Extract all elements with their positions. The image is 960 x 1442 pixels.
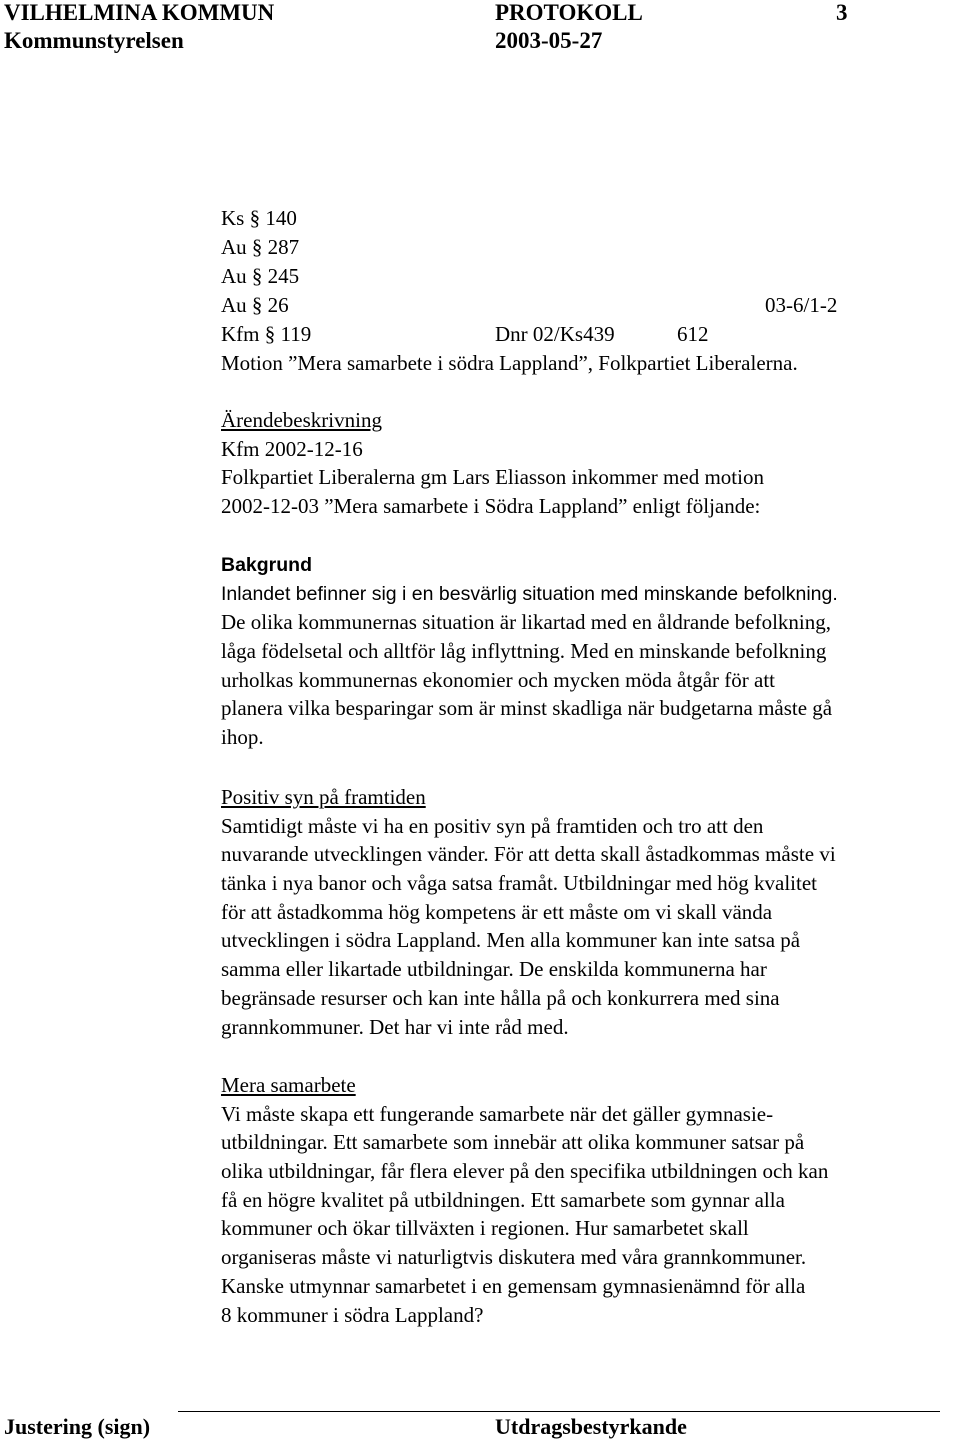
positiv-line: grannkommuner. Det har vi inte råd med. <box>221 1014 569 1039</box>
ref-ks: Ks § 140 <box>221 206 297 230</box>
bakgrund-line: urholkas kommunernas ekonomier och mycken möda åtgår för att <box>221 667 775 692</box>
arende-heading: Ärendebeskrivning <box>221 408 382 432</box>
mera-line: 8 kommuner i södra Lappland? <box>221 1302 484 1327</box>
mera-line: organiseras måste vi naturligtvis diskutera med våra grannkommuner. <box>221 1245 807 1270</box>
positiv-section <box>221 783 836 1041</box>
arende-line: 2002-12-03 ”Mera samarbete i Södra Lappland” enligt följande: <box>221 494 761 519</box>
positiv-line: utvecklingen i södra Lappland. Men alla kommuner kan inte satsa på <box>221 928 801 953</box>
mera-line: kommuner och ökar tillväxten i regionen. Hur samarbetet skall <box>221 1216 749 1241</box>
positiv-line: Samtidigt måste vi ha en positiv syn på framtiden och tro att den <box>221 813 764 838</box>
mera-heading: Mera samarbete <box>221 1073 356 1097</box>
header-org: VILHELMINA KOMMUN <box>4 0 275 25</box>
header-doc-type: PROTOKOLL <box>495 0 643 25</box>
footer-rule <box>178 1411 940 1412</box>
bakgrund-heading: Bakgrund <box>221 554 313 576</box>
positiv-heading: Positiv syn på framtiden <box>221 785 426 809</box>
footer-justering: Justering (sign) <box>4 1414 151 1439</box>
bakgrund-line: Inlandet befinner sig i en besvärlig situation med minskande befolkning. <box>221 582 838 605</box>
mera-section <box>221 1071 828 1329</box>
arende-section <box>221 406 764 521</box>
positiv-line: begränsade resurser och kan inte hålla på och konkurrera med sina <box>221 985 780 1010</box>
mera-line: olika utbildningar, får flera elever på den specifika utbildningen och kan <box>221 1159 829 1184</box>
ref-number: 612 <box>677 322 709 346</box>
arende-line: Kfm 2002-12-16 <box>221 436 363 461</box>
mera-line: Vi måste skapa ett fungerande samarbete när det gäller gymnasie- <box>221 1101 774 1126</box>
bakgrund-line: planera vilka besparingar som är minst skadliga när budgetarna måste gå <box>221 696 833 721</box>
positiv-line: samma eller likartade utbildningar. De enskilda kommunerna har <box>221 957 767 982</box>
bakgrund-section <box>221 551 838 752</box>
ref-dnr: Dnr 02/Ks439 <box>495 322 615 346</box>
ref-kfm: Kfm § 119 <box>221 322 312 346</box>
ref-code: 03-6/1-2 <box>765 293 838 317</box>
header-page-number: 3 <box>836 0 848 25</box>
header-date: 2003-05-27 <box>495 28 603 53</box>
footer-utdragsbestyrkande: Utdragsbestyrkande <box>495 1414 687 1439</box>
mera-line: få en högre kvalitet på utbildningen. Ett samarbete som gynnar alla <box>221 1187 785 1212</box>
bakgrund-line: ihop. <box>221 725 264 750</box>
bakgrund-line: De olika kommunernas situation är likartad med en åldrande befolkning, <box>221 610 831 635</box>
ref-au-245: Au § 245 <box>221 264 300 288</box>
header-body-name: Kommunstyrelsen <box>4 28 184 53</box>
positiv-line: tänka i nya banor och våga satsa framåt. Utbildningar med hög kvalitet <box>221 871 817 896</box>
mera-line: Kanske utmynnar samarbetet i en gemensam gymnasienämnd för alla <box>221 1273 806 1298</box>
ref-au-287: Au § 287 <box>221 235 300 259</box>
ref-au-26: Au § 26 <box>221 293 289 317</box>
arende-line: Folkpartiet Liberalerna gm Lars Eliasson inkommer med motion <box>221 465 764 490</box>
motion-title: Motion ”Mera samarbete i södra Lappland”, Folkpartiet Liberalerna. <box>221 351 798 375</box>
bakgrund-line: låga födelsetal och alltför låg inflyttning. Med en minskande befolkning <box>221 639 827 664</box>
mera-line: utbildningar. Ett samarbete som innebär att olika kommuner satsar på <box>221 1130 805 1155</box>
positiv-line: för att åstadkomma hög kompetens är ett måste om vi skall vända <box>221 899 773 924</box>
positiv-line: nuvarande utvecklingen vänder. För att detta skall åstadkommas måste vi <box>221 842 836 867</box>
